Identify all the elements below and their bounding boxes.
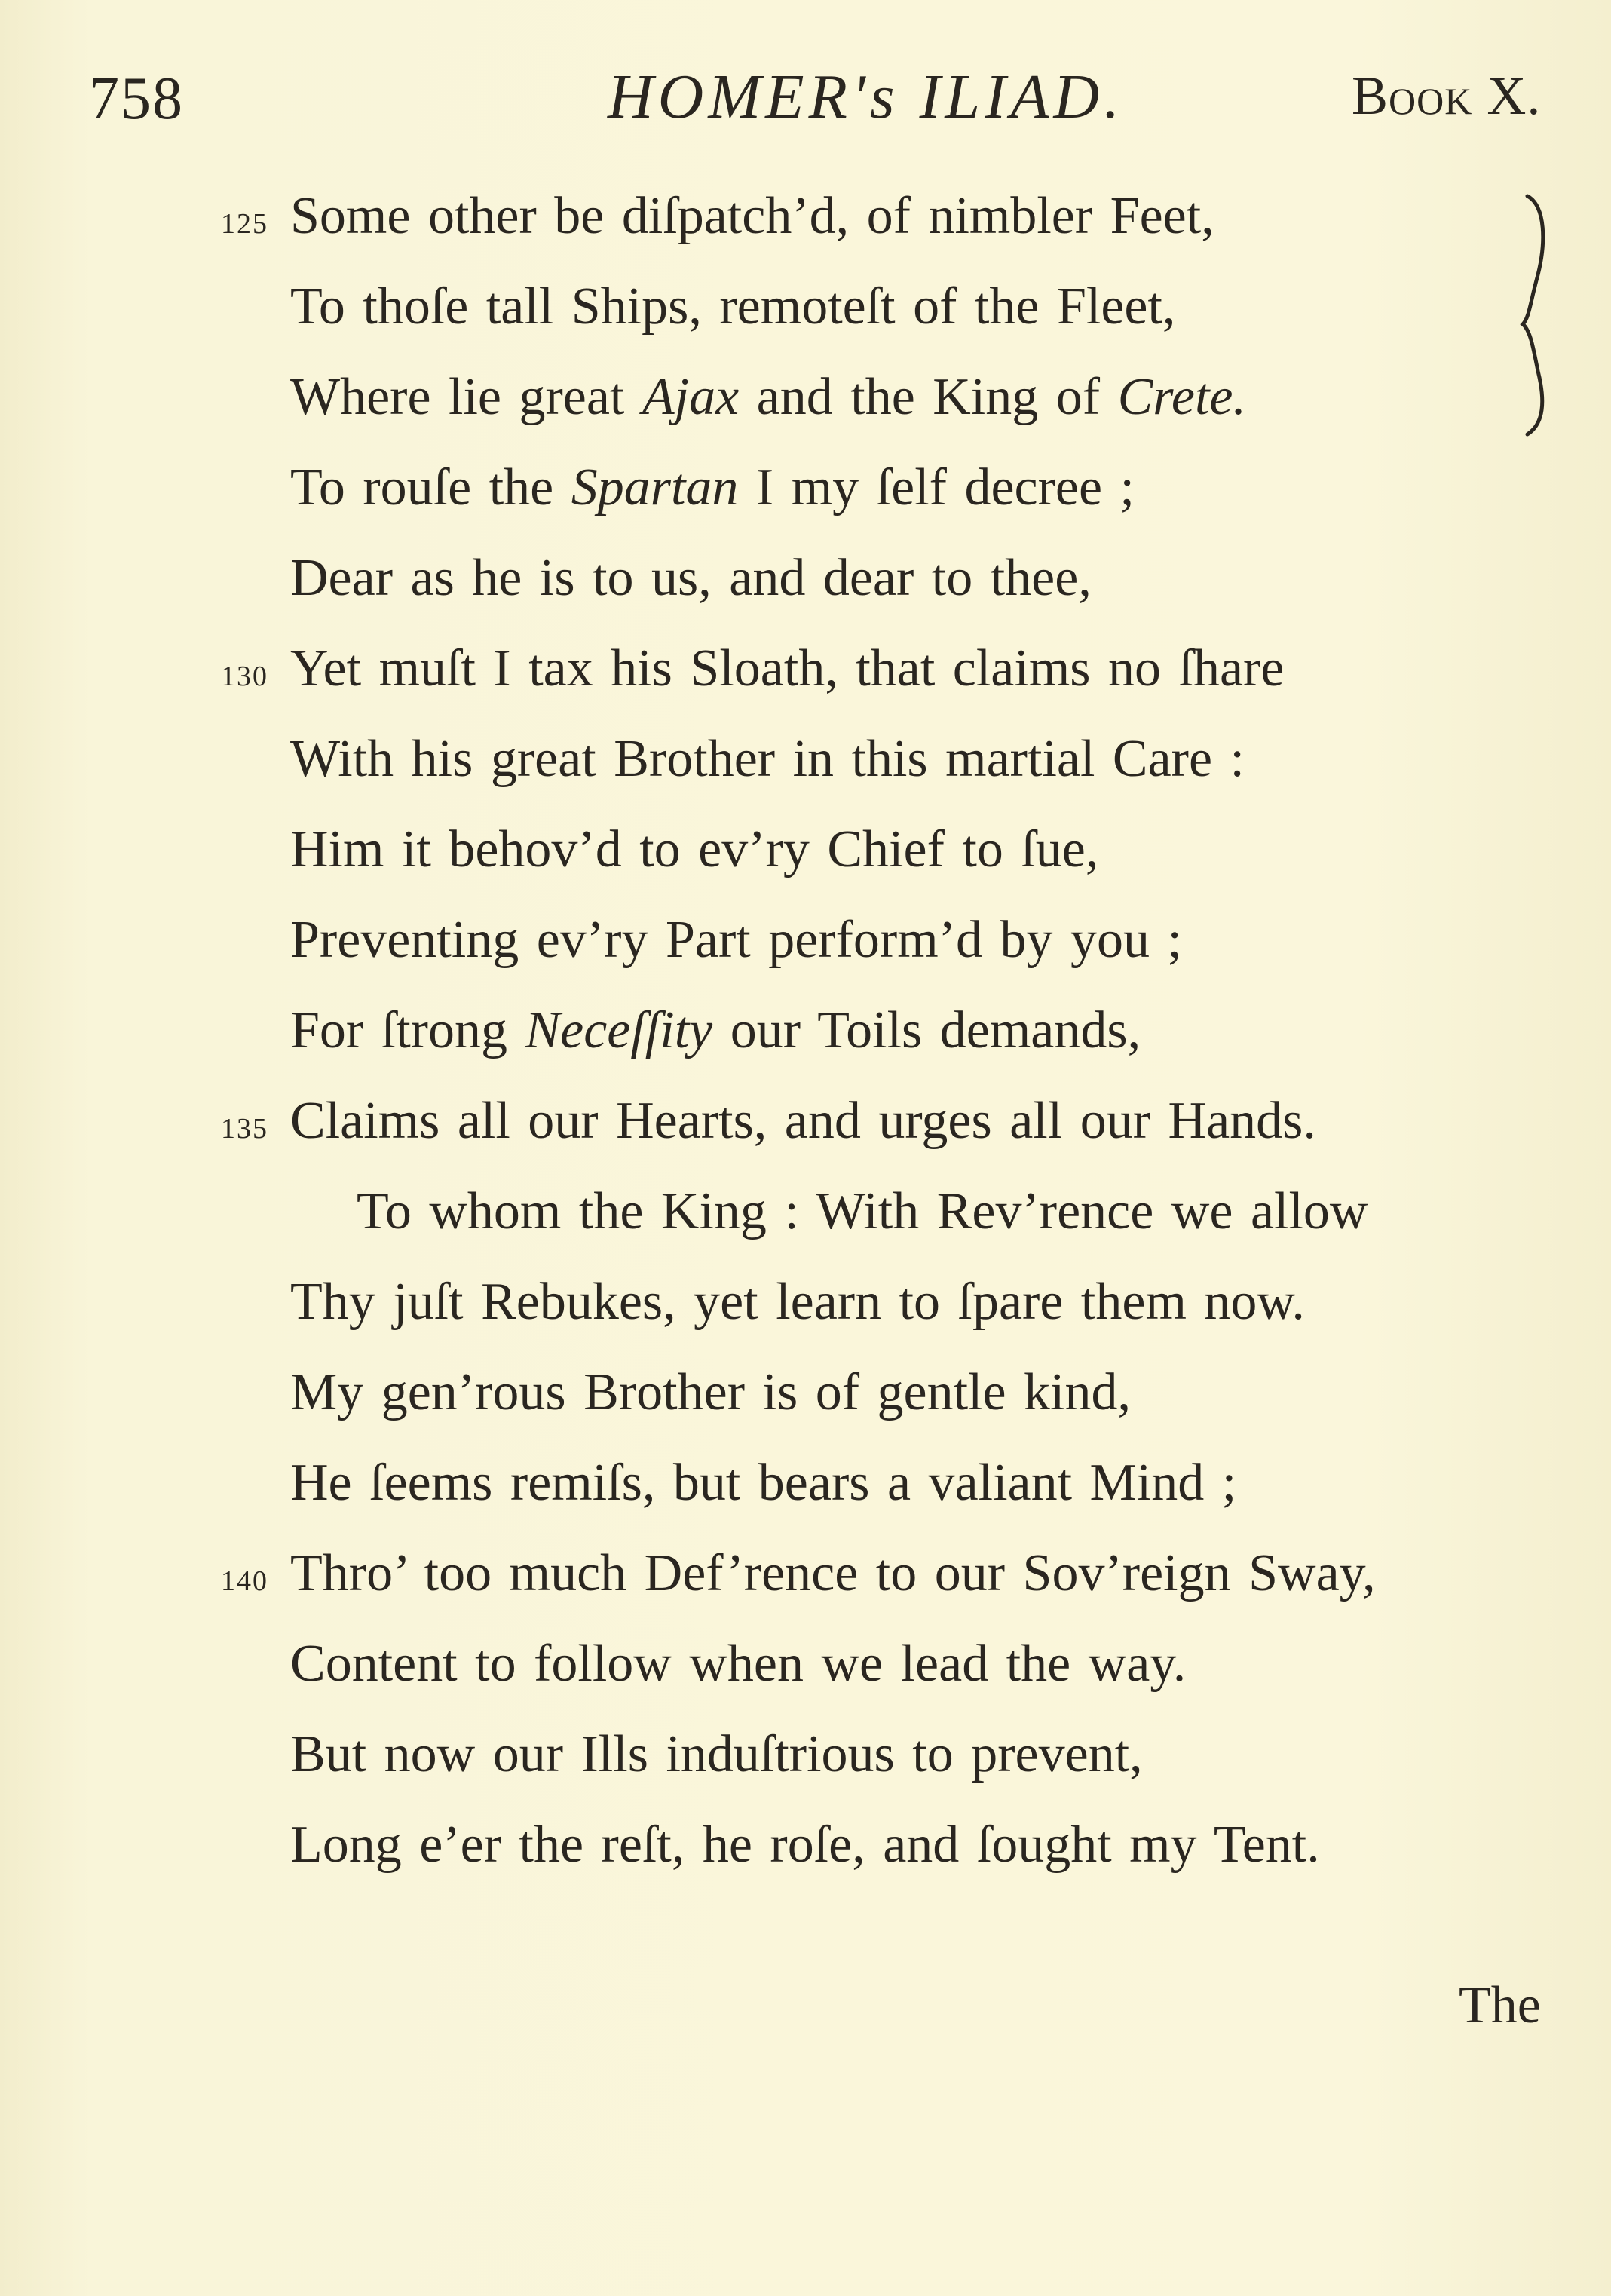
- verse-line: [290, 989, 1141, 1072]
- verse-line: Preventing ev’ry Part perform’d by you ;: [290, 911, 1182, 969]
- verse-line-indented: To whom the King : With Rev’rence we allow: [357, 1182, 1368, 1240]
- book-label: Book X.: [1352, 66, 1542, 126]
- verse-text: To rouſe the: [290, 458, 571, 517]
- line-number: 140: [221, 1565, 268, 1597]
- verse-line: Dear as he is to us, and dear to thee,: [290, 549, 1092, 607]
- line-number: 130: [221, 661, 268, 692]
- line-number: 125: [221, 208, 268, 240]
- page-number: 758: [89, 66, 184, 132]
- verse-line: Content to follow when we lead the way.: [290, 1635, 1187, 1693]
- verse-line: Yet muſt I tax his Sloath, that claims no ſhare: [290, 639, 1285, 697]
- page-header: [0, 60, 1611, 143]
- verse-line: Claims all our Hearts, and urges all our Hands.: [290, 1092, 1316, 1150]
- verse-line: But now our Ills induſtrious to prevent,: [290, 1725, 1143, 1783]
- verse-italic-name: Ajax: [642, 368, 740, 426]
- verse-line: Long e’er the reſt, he roſe, and ſought my Tent.: [290, 1816, 1320, 1874]
- verse-text: I my ſelf decree ;: [738, 458, 1135, 517]
- verse-line: Some other be diſpatch’d, of nimbler Feet,: [290, 187, 1214, 245]
- verse-text: For ſtrong: [290, 1001, 525, 1059]
- verse-line: Thro’ too much Def’rence to our Sov’reign Sway,: [290, 1544, 1376, 1602]
- verse-line: [290, 446, 1135, 529]
- verse-line: He ſeems remiſs, but bears a valiant Mind ;: [290, 1454, 1237, 1512]
- triplet-brace-icon: [1514, 190, 1559, 439]
- verse-italic-name: Spartan: [571, 458, 739, 517]
- verse-line: [290, 356, 1246, 439]
- verse-italic-name: Crete.: [1117, 368, 1246, 426]
- verse-text: and the King of: [739, 368, 1118, 426]
- verse-italic-name: Neceſſity: [525, 1001, 713, 1059]
- verse-line: Thy juſt Rebukes, yet learn to ſpare them now.: [290, 1273, 1305, 1331]
- verse-text: our Toils demands,: [712, 1001, 1141, 1059]
- verse-line: To thoſe tall Ships, remoteſt of the Fleet,: [290, 277, 1176, 336]
- verse-line: With his great Brother in this martial Care :: [290, 730, 1245, 788]
- catchword: The: [1459, 1976, 1541, 2034]
- verse-line: Him it behov’d to ev’ry Chief to ſue,: [290, 820, 1099, 878]
- line-number: 135: [221, 1113, 268, 1145]
- running-title: HOMER's ILIAD.: [608, 62, 1125, 132]
- verse-text: Where lie great: [290, 368, 642, 426]
- verse-line: My gen’rous Brother is of gentle kind,: [290, 1363, 1131, 1421]
